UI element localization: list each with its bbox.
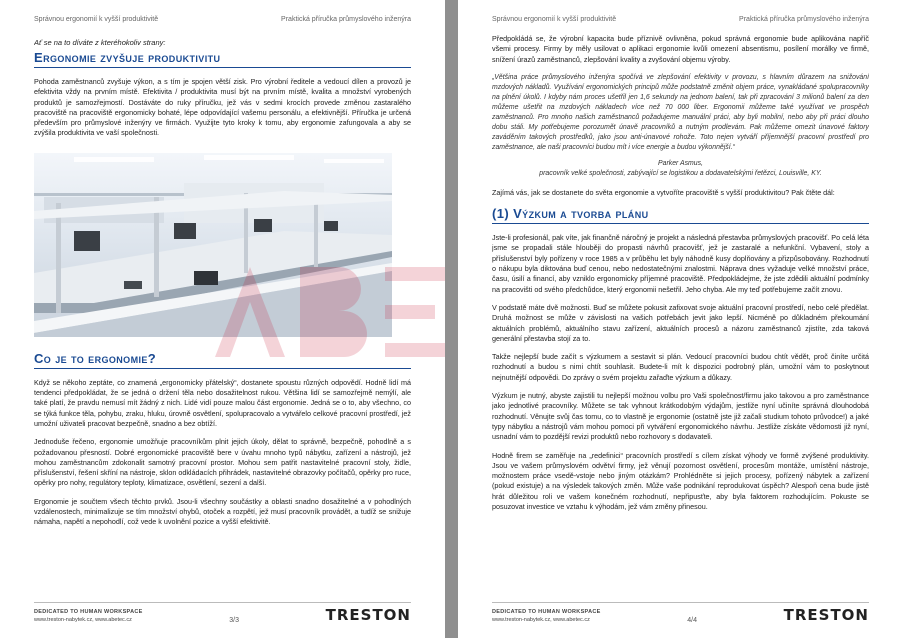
treston-logo: TRESTON [325,606,411,624]
page-header [34,16,411,23]
header-doc-subtitle: Praktická příručka průmyslového inženýra [281,16,411,23]
workstation-photo [34,153,392,337]
quote-block: „Většina práce průmyslového inženýra spočívá ve zlepšování efektivity v provozu, s hlavním důrazem na snižování mzdových nákladů. Využívání ergonomických principů může podstatně změnit objem práce, vynakládané spolupracovníky na plnění úkolů. I kdyby nám proces ušetřil jen 1,6 sekundy na jednom balení, tak při zpracování 3 milionů balení za den můžeme ušetřit na mzdových nákladech více než 70 000 liber. Ergonomii můžeme také využívat ve prospěch zaměstnanců. Pro mnoho našich zaměstnanců požadujeme manuální práci, aby byli mobilní, nebo aby při práci dlouho dobu stáli. My potřebujeme porozumět únavě pracovníků a nutným prodlevám. Pak můžeme omezit únavové faktory zaváděním takových prostředků, jako jsou anti-únavové rohože. Toto nejen vytváří příjemnější pracovní prostředí pro zaměstnance, ale naši pracovníci budou mít i více energie a budou výkonnější.“ [492,73,869,151]
paragraph: Když se někoho zeptáte, co znamená „ergonomicky přátelský“, dostanete spoustu různých odpovědí. Hodně lidí má tendenci předpokládat, že se jedná o držení těla nebo dosažitelnost rukou. Většina lidí se samozřejmě nemýlí, ale také platí, že pravdu nemusí mít žádný z nich. Lidé vidí pouze malou část ergonomie. Jedná se o to, aby všechno, co se týká funkce těla, pohybu, zraku, hluku, úrovně osvětlení, spolupracovalo a vytvářelo celkové pracovní prostředí, jež umožní uživateli pracovat bezpečně, snadno a bez obtíží. [34,377,411,428]
footer-url: www.treston-nabytek.cz, www.abetec.cz [34,617,132,623]
lead-text: Ať se na to díváte z kteréhokoliv strany: [34,38,166,47]
header-doc-subtitle: Praktická příručka průmyslového inženýra [739,16,869,23]
paragraph: Jednoduše řečeno, ergonomie umožňuje pracovníkům plnit jejich úkoly, dělat to správně, bezpečně, pohodlně a s požadovanou přesností. Dobré ergonomické pracoviště bere v úvahu mnoho typů nábytku, zařízení a nástrojů, jež mohou zaměstnancům zdokonalit samotný pracovní prostor. Mohou sem patřit nastavitelné pracovní stoly, židle, příslušenství, řešení skříní na nástroje, sklon odkládacích přihrádek, nastavitelné obrazovky počítačů, opěrky pro ruce, opěrky pro nohy, regulátory teploty, klimatizace, osvětlení, sezení a další. [34,437,411,488]
paragraph: Předpokládá se, že výrobní kapacita bude příznivě ovlivněna, pokud správná ergonomie bude aplikována napříč všemi procesy. Firmy by měly usilovat o aplikaci ergonomie kvůli omezení absentismu, posílení morálky ve firmě, snížení úrazů zaměstnanců, zlepšování kvality a zvyšování objemu výroby. [492,34,869,64]
section-heading: Ergonomie zvyšuje produktivitu [34,50,411,68]
page-header [492,16,869,23]
treston-logo: TRESTON [783,606,869,624]
page-right [458,0,903,638]
page-number: 3/3 [229,617,239,624]
quote-signature [492,159,869,179]
section-heading: Co je to ergonomie? [34,351,411,369]
page-content [34,38,411,594]
paragraph: Výzkum je nutný, abyste zajistili tu nejlepší možnou volbu pro Vaši společnost/firmu jako takovou a pro zaměstnance jako jednotlivé pracovníky. Můžete se tak vyhnout krátkodobým výdajům, jestliže nyní učiníte správná dlouhodobá rozhodnutí. Věnujte svůj čas tomu, co to vlastně je ergonomie (ostatně jste již začali studium tohoto průvodce!) a jaké typy nábytku a nástrojů vám mohou pomoci při vytváření ergonomického návrhu. Jestliže získáte vědomosti již nyní, usnadní vám to pozdější revizi produktů nebo rozhovory s dodavateli. [492,391,869,442]
footer-brand: DEDICATED TO HUMAN WORKSPACE [492,609,601,615]
page-left [0,0,445,638]
footer-url: www.treston-nabytek.cz, www.abetec.cz [492,617,590,623]
paragraph: Takže nejlepší bude začít s výzkumem a sestavit si plán. Vedoucí pracovníci budou chtít vědět, proč činíte určitá rozhodnutí a budou s nimi chtít souhlasit. Budete-li mít k dispozici podrobný plán, umožní vám to poskytnout nejnutnější odpovědi. Do zprávy o svém projektu zařaďte výzkum a důkazy. [492,352,869,382]
header-doc-title: Správnou ergonomií k vyšší produktivitě [34,16,159,23]
page-number: 4/4 [687,617,697,624]
paragraph: Pohoda zaměstnanců zvyšuje výkon, a s tím je spojen větší zisk. Pro výrobní ředitele a vedoucí dílen a provozů je efektivita vždy na prvním místě. Efektivita / produktivita musí být na prvním místě, kvalita a množství vyrobených produktů je samozřejmostí. Dostáváte do ruky příručku, jež vás v sedmi krocích provede změnou zastaralého pracoviště na pracoviště ergonomicky bohaté, lépe odpovídající vašemu personálu, a efektivnější. Příručka je určená především pro průmyslové inženýry ve firmách. Využijte tyto kroky k tomu, aby ergonomie zafungovala a aby se zvýšila produktivita ve vaší společnosti. [34,77,411,138]
paragraph: V podstatě máte dvě možnosti. Buď se můžete pokusit zafixovat svoje aktuální pracovní prostředí, nebo celé předělat. Druhá možnost se může v závislosti na vašich potřebách jevit jako lepší. Nicméně po důkladném překoumání aktuálních problémů, aktuálního stavu zařízení, aktuálních procesů a názoru zaměstnanců zjistíte, zda taková generální přestavba stojí za to. [492,302,869,343]
paragraph: Ergonomie je součtem všech těchto prvků. Jsou-li všechny součástky a oblasti snadno dosažitelné a v pohodlných vzdálenostech, minimalizuje se tím množství ohybů, otoček a rozpětí, jež musí pracovník provádět, a tudíž se snižuje námaha, napětí a nepohodlí, což vede k uvolnění pozice a vyšší efektivitě. [34,496,411,527]
paragraph: Jste-li profesionál, pak víte, jak finančně náročný je projekt a následná přestavba průmyslových pracovišť. Po celá léta jsme se propadali stále hlouběji do propasti návrhů pracovišť, jež je zastaralé a nefunkční. Vybavení, stoly a příslušenství byly pořízeny v roce 1985 a v průběhu let byly náhodně kusy doplňovány a přizpůsobovány. Rozhodnutí o nákupu byla diktována buď cenou, nebo nedostatečnými znalostmi. Náprava dnes vyžaduje velké množství práce, času, úsilí a financí, aby vzniklo ergonomicky příjemné pracoviště. Předpokládejme, že jste zdědili aktuální podmínky na pracovišti od svého předchůdce, který ergonomii nešetřil. Jeho chyba. Ale my teď potřebujeme začít znovu. [492,233,869,294]
page-footer [492,602,869,624]
page-footer [34,602,411,624]
workstation-illustration [34,153,392,337]
signature-name: Parker Asmus, [658,159,703,167]
header-doc-title: Správnou ergonomií k vyšší produktivitě [492,16,617,23]
page-content [492,34,869,594]
footer-brand: DEDICATED TO HUMAN WORKSPACE [34,609,143,615]
signature-title: pracovník velké společnosti, zabývající se logistikou a dodavatelskými řetězci, Louisville, KY. [539,169,822,177]
section-heading: (1) Výzkum a tvorba plánu [492,206,869,224]
paragraph: Zajímá vás, jak se dostanete do světa ergonomie a vytvoříte pracoviště s vyšší produktivitou? Pak čtěte dál: [492,187,835,197]
paragraph: Hodně firem se zaměřuje na „redefinici“ pracovních prostředí s cílem získat výhody ve formě zvýšené produktivity. Jsou ve vašem průmyslovém odvětví firmy, jež věnují pozornost osvětlení, procesům montáže, umístění nástroje, možnostem práce vsedě-vstoje nebo jiným otázkám? Prohlédněte si jejich procesy, pořízený nábytek a zařízení (pokud existuje) a na výsledek takových změn. Může vaše podnikání reprodukovat úspěch? Alespoň cena bude jistě hrát důležitou roli ve vašem konečném rozhodnutí, nepřipusťte, aby byla faktorem rozhodujícím. Pokuste se posuzovat investice ve vztahu k výhodám, jež vám změny přinesou. [492,450,869,512]
